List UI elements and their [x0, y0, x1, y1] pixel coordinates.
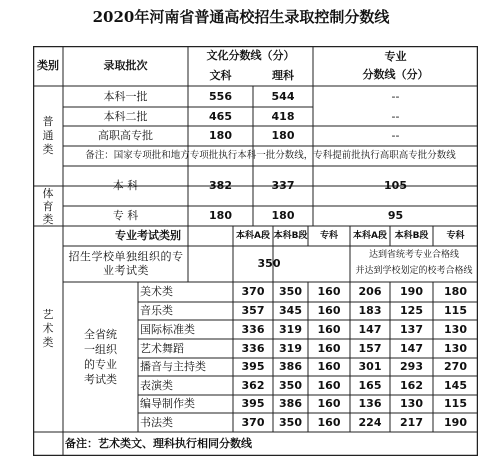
arts-row-value: 224 [358, 415, 382, 429]
arts-row-name: 美术类 [140, 285, 173, 298]
page-title: 2020年河南省普通高校招生录取控制分数线 [92, 8, 390, 26]
arts-row-value: 183 [358, 304, 382, 317]
arts-row-value: 190 [444, 415, 467, 429]
li-header: 理科 [272, 69, 294, 82]
arts-row-value: 162 [400, 378, 423, 392]
arts-row-name: 编导制作类 [140, 397, 195, 410]
arts-row-value: 350 [279, 285, 302, 298]
arts-row-name: 播音与主持类 [140, 360, 206, 373]
arts-unified: 全省统一组织的专业考试类 [84, 328, 117, 386]
arts-row-value: 319 [279, 341, 302, 355]
culture-line-header: 文化分数线（分） [206, 49, 295, 62]
arts-school-exam: 招生学校单独组织的专业考试类 [68, 250, 184, 277]
sports-category: 体育类 [42, 186, 54, 226]
arts-exam-type: 专业考试类别 [115, 229, 181, 242]
arts-row-value: 160 [317, 397, 341, 410]
arts-col-major-a: 本科A段 [353, 231, 387, 241]
arts-row-value: 160 [317, 360, 341, 373]
arts-col-major-b: 本科B段 [394, 231, 429, 241]
arts-row-value: 386 [279, 360, 302, 373]
arts-row-name: 书法类 [140, 415, 173, 429]
arts-row-value: 160 [317, 304, 341, 317]
wen-header: 文科 [209, 69, 232, 82]
arts-row-value: 336 [241, 341, 265, 355]
sports-wen-1: 382 [209, 179, 232, 192]
arts-row-value: 301 [358, 360, 382, 373]
general-major-2: -- [391, 109, 400, 123]
general-major-3: -- [391, 129, 400, 142]
arts-row-value: 336 [241, 322, 265, 336]
arts-row-value: 136 [358, 397, 382, 410]
arts-row-value: 362 [241, 378, 265, 392]
sports-li-2: 180 [271, 209, 295, 222]
arts-row-value: 180 [444, 285, 467, 298]
arts-note: 备注：艺术类文、理科执行相同分数线 [65, 437, 252, 450]
general-wen-1: 556 [209, 89, 232, 103]
sports-major-1: 105 [384, 179, 407, 192]
arts-row-value: 350 [279, 378, 302, 392]
arts-row-value: 130 [444, 322, 467, 336]
arts-category: 艺术类 [42, 308, 54, 349]
arts-row-value: 293 [400, 360, 423, 373]
arts-row-value: 386 [279, 397, 302, 410]
sports-batch-1: 本 科 [112, 179, 139, 192]
arts-row-value: 395 [241, 360, 265, 373]
arts-row-value: 190 [400, 285, 423, 298]
arts-row-value: 270 [444, 360, 467, 373]
arts-row-value: 370 [241, 285, 265, 298]
general-major-1: -- [391, 89, 400, 103]
arts-school-exam-major-2: 并达到学校划定的校考合格线 [355, 266, 473, 276]
major-line-header-2: 分数线（分） [362, 68, 429, 81]
major-line-header: 专业 [384, 50, 407, 63]
sports-wen-2: 180 [209, 209, 232, 222]
general-wen-2: 465 [209, 109, 232, 123]
arts-row-value: 206 [358, 285, 382, 298]
arts-col-wen-b: 本科B段 [273, 231, 308, 241]
arts-row-value: 160 [317, 341, 341, 355]
score-table [33, 46, 478, 456]
arts-row-value: 115 [444, 304, 467, 317]
batch-header: 录取批次 [103, 59, 148, 72]
arts-row-value: 395 [241, 397, 265, 410]
general-li-1: 544 [271, 89, 295, 103]
general-li-3: 180 [271, 129, 295, 142]
arts-row-value: 145 [444, 378, 467, 392]
arts-row-value: 147 [400, 341, 423, 355]
arts-row-value: 160 [317, 378, 341, 392]
arts-row-value: 130 [400, 397, 423, 410]
sports-batch-2: 专 科 [112, 209, 139, 222]
arts-row-value: 350 [279, 415, 302, 429]
arts-row-value: 130 [444, 341, 467, 355]
arts-row-value: 160 [317, 415, 341, 429]
arts-row-value: 125 [400, 304, 423, 317]
arts-row-value: 147 [358, 322, 382, 336]
general-batch-1: 本科一批 [103, 89, 148, 103]
arts-row-value: 160 [317, 285, 341, 298]
arts-row-name: 艺术舞蹈 [140, 341, 184, 355]
arts-row-value: 165 [358, 378, 382, 392]
sports-li-1: 337 [271, 179, 295, 192]
arts-row-value: 115 [444, 397, 467, 410]
general-category: 普通类 [42, 115, 54, 156]
arts-row-value: 370 [241, 415, 265, 429]
category-header: 类别 [37, 59, 59, 72]
general-batch-2: 本科二批 [103, 109, 148, 123]
arts-col-major-zk: 专科 [446, 231, 465, 241]
sports-major-2: 95 [387, 209, 404, 222]
arts-row-value: 217 [400, 415, 423, 429]
arts-row-value: 160 [317, 322, 341, 336]
arts-col-wen-zk: 专科 [319, 231, 338, 241]
general-note: 备注：国家专项批和地方专项批执行本科一批分数线，专科提前批执行高职高专批分数线 [85, 150, 456, 161]
general-batch-3: 高职高专批 [98, 129, 153, 142]
arts-row-value: 345 [279, 304, 302, 317]
arts-row-value: 357 [241, 304, 265, 317]
arts-row-name: 音乐类 [140, 304, 173, 317]
arts-row-value: 319 [279, 322, 302, 336]
general-wen-3: 180 [209, 129, 232, 142]
arts-school-exam-value: 350 [257, 257, 281, 270]
arts-row-name: 表演类 [140, 378, 173, 392]
arts-school-exam-major-1: 达到省统考专业合格线 [368, 250, 459, 260]
arts-row-name: 国际标准类 [140, 322, 195, 336]
arts-row-value: 137 [400, 322, 423, 336]
arts-col-wen-a: 本科A段 [236, 231, 270, 241]
arts-row-value: 157 [358, 341, 382, 355]
general-li-2: 418 [271, 109, 295, 123]
